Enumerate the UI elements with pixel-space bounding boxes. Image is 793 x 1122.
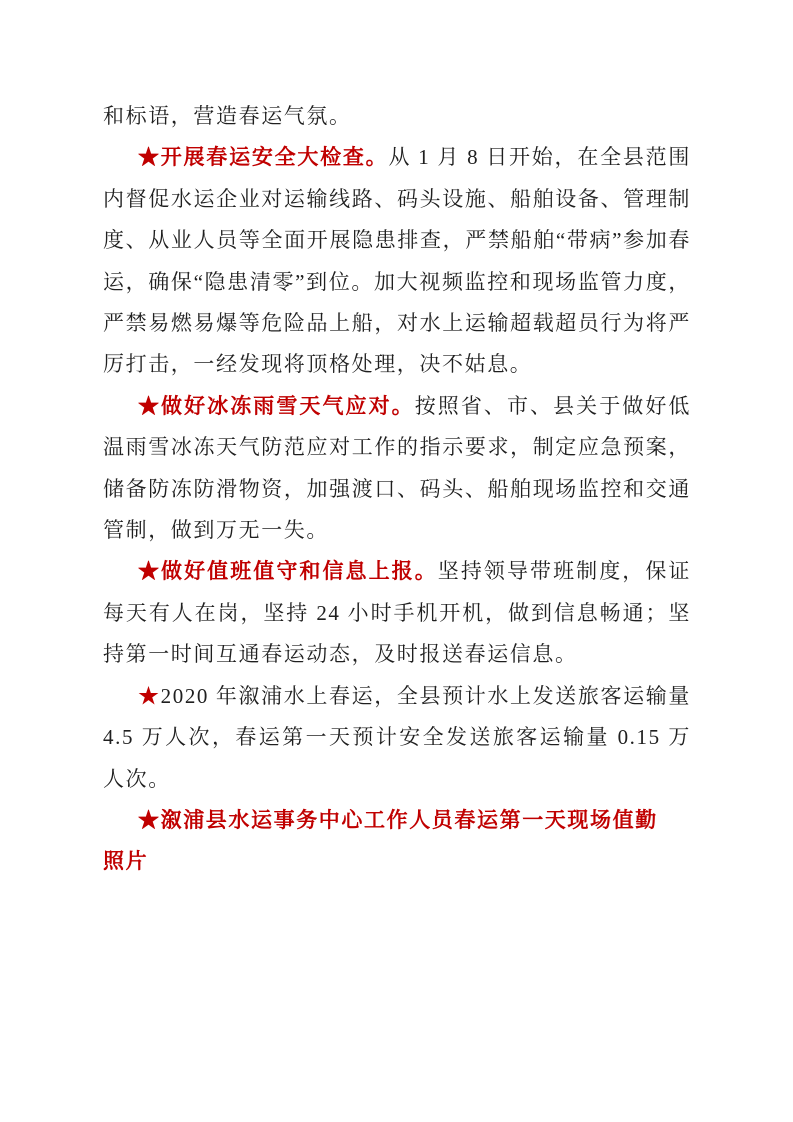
photo-caption-text-line1: ★溆浦县水运事务中心工作人员春运第一天现场值勤 (138, 807, 658, 832)
paragraph-safety-inspection (103, 137, 691, 385)
section-heading-weather-response: ★做好冰冻雨雪天气应对。 (138, 393, 415, 418)
body-text: 坚持领导带班制度，保证每天有人在岗，坚持 24 小时手机开机，做到信息畅通；坚持第一时间互通春运动态，及时报送春运信息。 (103, 559, 691, 667)
paragraph-statistics (103, 676, 691, 800)
paragraph-duty-reporting (103, 551, 691, 675)
section-heading-safety-inspection: ★开展春运安全大检查。 (138, 145, 389, 170)
section-heading-duty-reporting: ★做好值班值守和信息上报。 (138, 559, 438, 584)
body-text: 2020 年溆浦水上春运，全县预计水上发送旅客运输量 4.5 万人次，春运第一天预计安全发送旅客运输量 0.15 万人次。 (103, 683, 691, 791)
photo-caption-text-line2: 照片 (103, 849, 149, 874)
star-bullet-icon: ★ (138, 683, 161, 708)
body-text: 和标语，营造春运气氛。 (103, 104, 352, 128)
paragraph-photo-caption (103, 800, 691, 883)
body-text: 从 1 月 8 日开始，在全县范围内督促水运企业对运输线路、码头设施、船舶设备、管理制度、从业人员等全面开展隐患排查，严禁船舶“带病”参加春运，确保“隐患清零”到位。加大视频监控和现场监管力度，严禁易燃易爆等危险品上船，对水上运输超载超员行为将严厉打击，一经发现将顶格处理，决不姑息。 (103, 145, 691, 377)
body-text: 按照省、市、县关于做好低温雨雪冰冻天气防范应对工作的指示要求，制定应急预案，储备防冻防滑物资，加强渡口、码头、船舶现场监控和交通管制，做到万无一失。 (103, 393, 691, 543)
paragraph-weather-response (103, 386, 691, 552)
paragraph-continuation (103, 96, 691, 137)
